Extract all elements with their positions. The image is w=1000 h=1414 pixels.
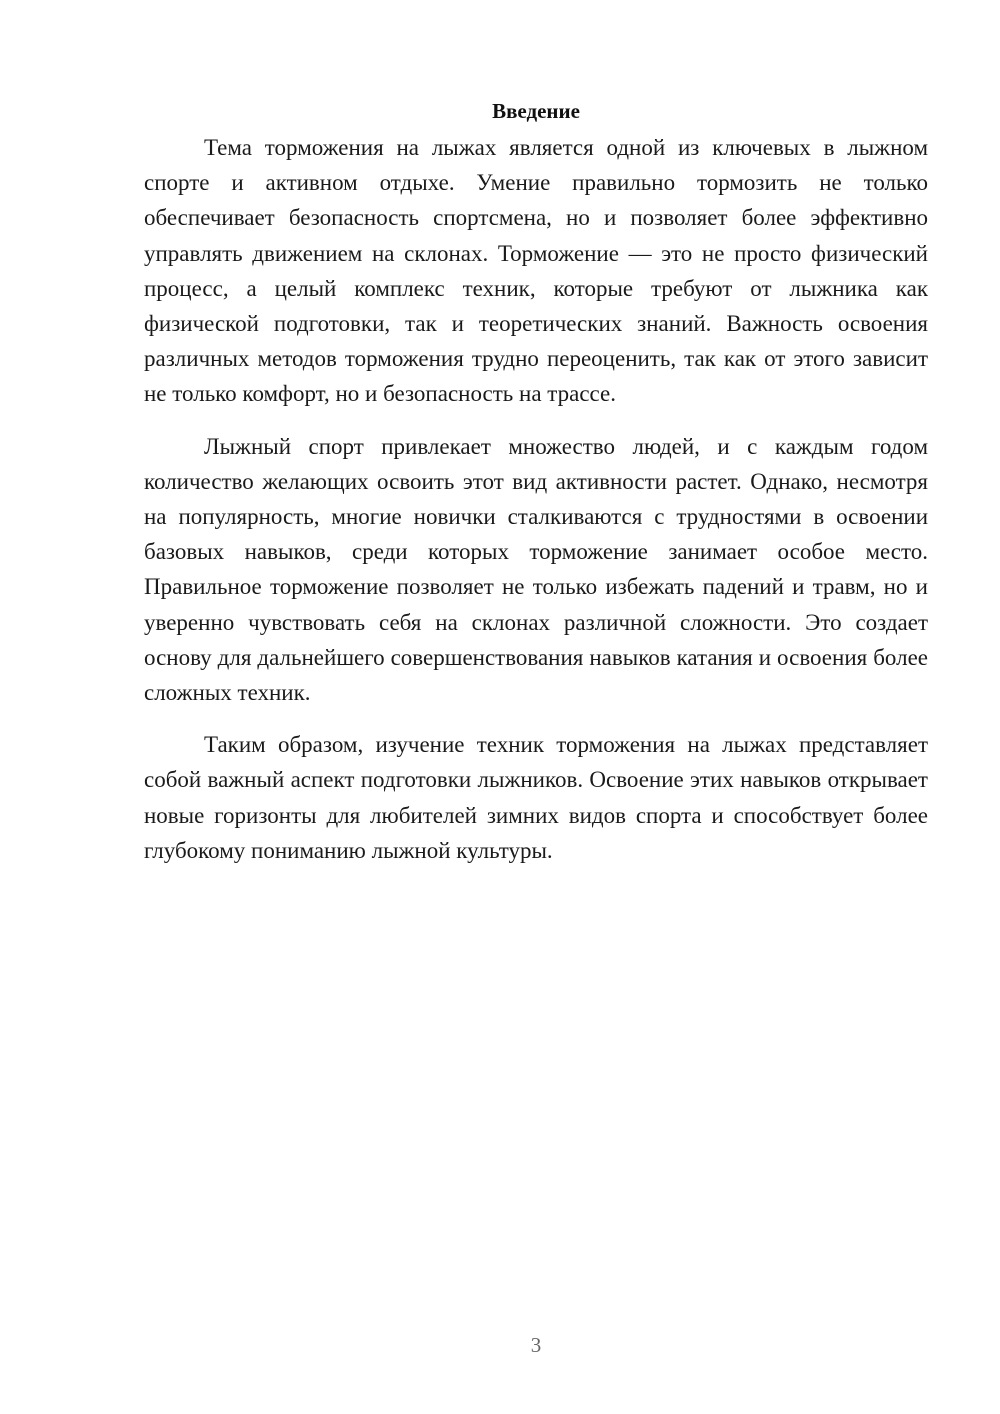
page-number: 3 xyxy=(530,1333,542,1357)
paragraph-3: Таким образом, изучение техник торможения на лыжах представляет собой важный аспект подготовки лыжников. Освоение этих навыков открывает новые горизонты для любителей зимних видов спорта и способствует более глубокому пониманию лыжной культуры. xyxy=(144,732,928,863)
paragraph-1: Тема торможения на лыжах является одной из ключевых в лыжном спорте и активном отдыхе. Умение правильно тормозить не только обеспечивает безопасность спортсмена, но и позволяет более эффективно управлять движением на склонах. Торможение — это не просто физический процесс, а целый комплекс техник, которые требуют от лыжника как физической подготовки, так и теоретических знаний. Важность освоения различных методов торможения трудно переоценить, так как от этого зависит не только комфорт, но и безопасность на трассе. xyxy=(144,135,928,407)
section-heading: Введение xyxy=(492,99,580,123)
page-content xyxy=(144,96,928,885)
paragraph-2: Лыжный спорт привлекает множество людей, и с каждым годом количество желающих освоить этот вид активности растет. Однако, несмотря на популярность, многие новички сталкиваются с трудностями в освоении базовых навыков, среди которых торможение занимает особое место. Правильное торможение позволяет не только избежать падений и травм, но и уверенно чувствовать себя на склонах различной сложности. Это создает основу для дальнейшего совершенствования навыков катания и освоения более сложных техник. xyxy=(144,433,928,706)
